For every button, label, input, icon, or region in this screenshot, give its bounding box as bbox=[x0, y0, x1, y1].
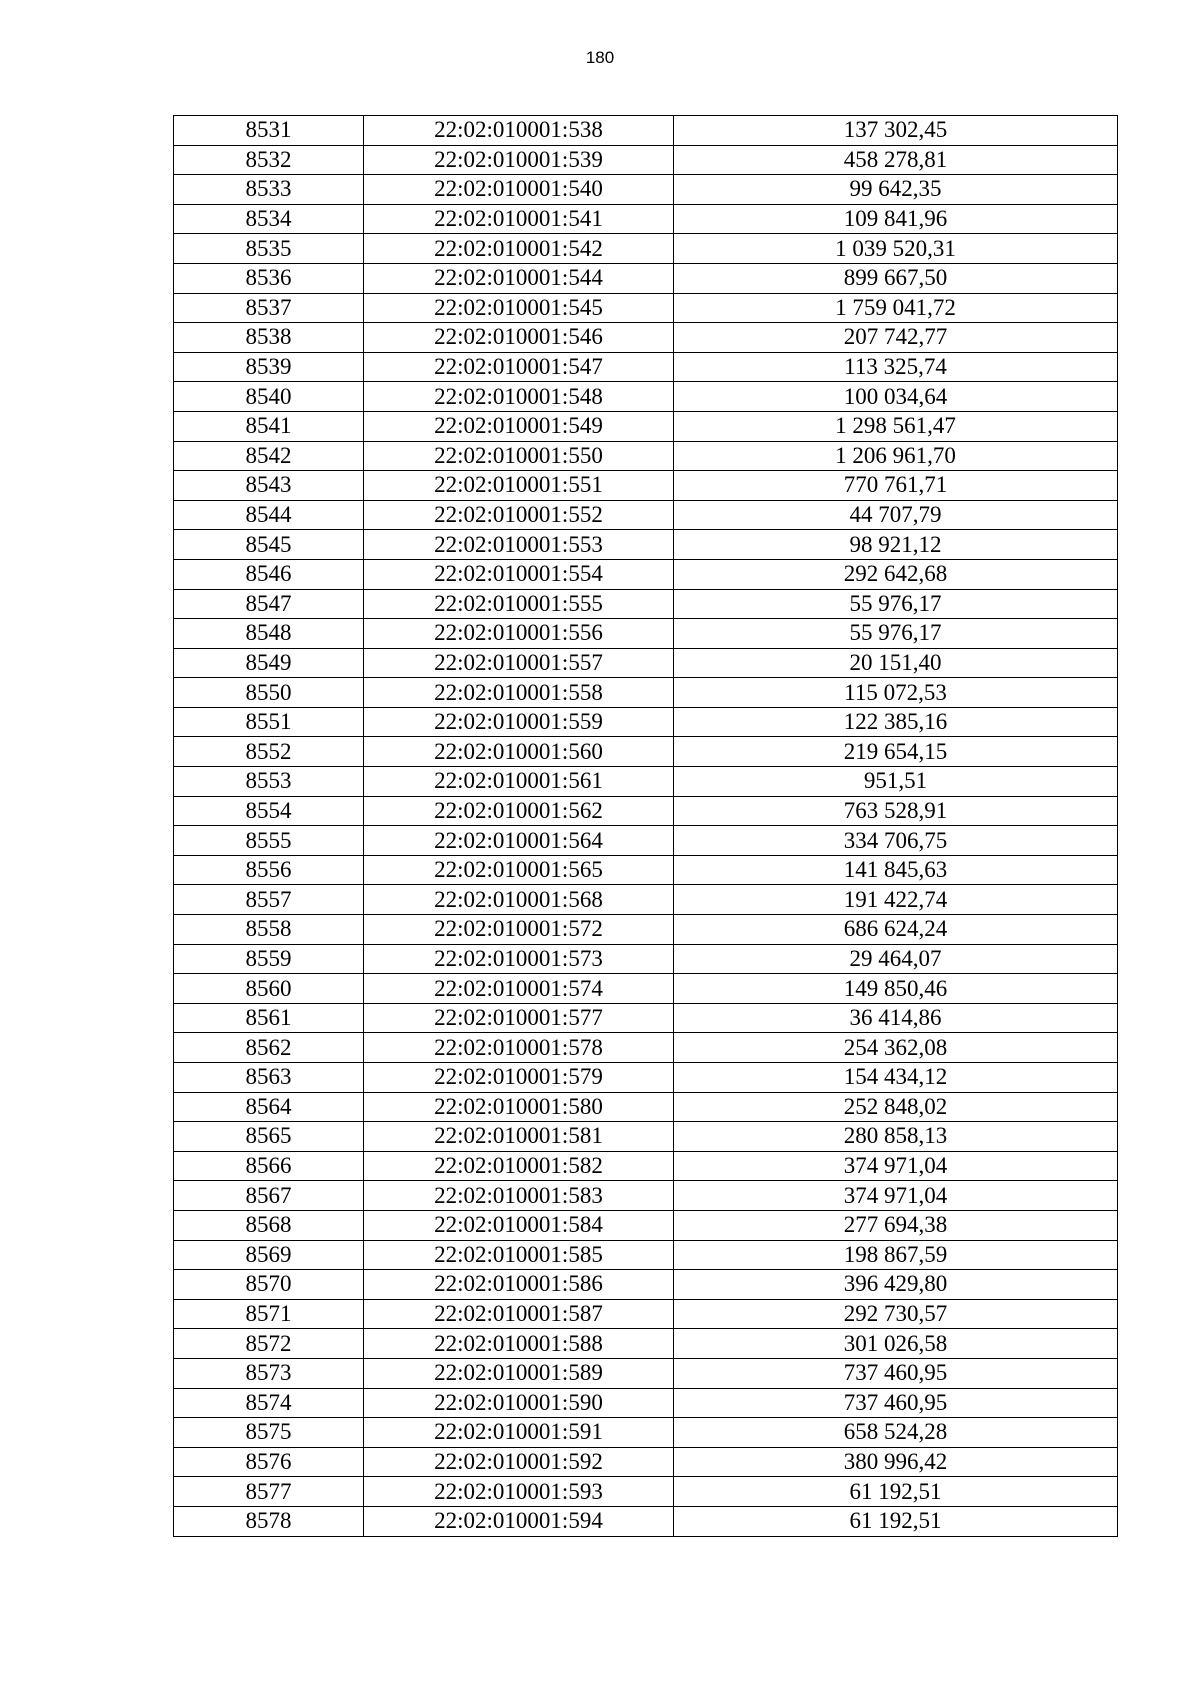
row-number-cell: 8538 bbox=[174, 323, 364, 353]
cadastral-number-cell: 22:02:010001:551 bbox=[364, 471, 674, 501]
row-number-cell: 8533 bbox=[174, 175, 364, 205]
amount-cell: 254 362,08 bbox=[674, 1033, 1118, 1063]
amount-cell: 396 429,80 bbox=[674, 1270, 1118, 1300]
amount-cell: 658 524,28 bbox=[674, 1418, 1118, 1448]
row-number-cell: 8546 bbox=[174, 559, 364, 589]
table-row bbox=[174, 145, 1118, 175]
amount-cell: 191 422,74 bbox=[674, 885, 1118, 915]
table-row bbox=[174, 1418, 1118, 1448]
amount-cell: 1 298 561,47 bbox=[674, 411, 1118, 441]
cadastral-number-cell: 22:02:010001:542 bbox=[364, 234, 674, 264]
amount-cell: 122 385,16 bbox=[674, 707, 1118, 737]
cadastral-number-cell: 22:02:010001:557 bbox=[364, 648, 674, 678]
cadastral-number-cell: 22:02:010001:546 bbox=[364, 323, 674, 353]
table-row bbox=[174, 944, 1118, 974]
amount-cell: 301 026,58 bbox=[674, 1329, 1118, 1359]
amount-cell: 374 971,04 bbox=[674, 1151, 1118, 1181]
row-number-cell: 8553 bbox=[174, 767, 364, 797]
cadastral-number-cell: 22:02:010001:565 bbox=[364, 855, 674, 885]
amount-cell: 292 730,57 bbox=[674, 1299, 1118, 1329]
amount-cell: 374 971,04 bbox=[674, 1181, 1118, 1211]
amount-cell: 737 460,95 bbox=[674, 1388, 1118, 1418]
table-row bbox=[174, 382, 1118, 412]
row-number-cell: 8563 bbox=[174, 1063, 364, 1093]
amount-cell: 29 464,07 bbox=[674, 944, 1118, 974]
row-number-cell: 8571 bbox=[174, 1299, 364, 1329]
table-row bbox=[174, 915, 1118, 945]
table-row bbox=[174, 1210, 1118, 1240]
row-number-cell: 8543 bbox=[174, 471, 364, 501]
table-row bbox=[174, 175, 1118, 205]
cadastral-number-cell: 22:02:010001:561 bbox=[364, 767, 674, 797]
amount-cell: 61 192,51 bbox=[674, 1506, 1118, 1536]
row-number-cell: 8551 bbox=[174, 707, 364, 737]
table-row bbox=[174, 1358, 1118, 1388]
table-row bbox=[174, 441, 1118, 471]
amount-cell: 1 206 961,70 bbox=[674, 441, 1118, 471]
amount-cell: 1 039 520,31 bbox=[674, 234, 1118, 264]
row-number-cell: 8569 bbox=[174, 1240, 364, 1270]
amount-cell: 380 996,42 bbox=[674, 1447, 1118, 1477]
cadastral-number-cell: 22:02:010001:580 bbox=[364, 1092, 674, 1122]
table-row bbox=[174, 1270, 1118, 1300]
table-row bbox=[174, 1299, 1118, 1329]
page-number: 180 bbox=[585, 48, 615, 67]
cadastral-number-cell: 22:02:010001:539 bbox=[364, 145, 674, 175]
table-row bbox=[174, 855, 1118, 885]
row-number-cell: 8565 bbox=[174, 1122, 364, 1152]
table-row bbox=[174, 1033, 1118, 1063]
table-row bbox=[174, 204, 1118, 234]
table-row bbox=[174, 1329, 1118, 1359]
registry-table bbox=[173, 115, 1118, 1537]
cadastral-number-cell: 22:02:010001:577 bbox=[364, 1003, 674, 1033]
amount-cell: 113 325,74 bbox=[674, 352, 1118, 382]
row-number-cell: 8537 bbox=[174, 293, 364, 323]
row-number-cell: 8536 bbox=[174, 263, 364, 293]
amount-cell: 899 667,50 bbox=[674, 263, 1118, 293]
table-row bbox=[174, 471, 1118, 501]
row-number-cell: 8566 bbox=[174, 1151, 364, 1181]
table-row bbox=[174, 678, 1118, 708]
cadastral-number-cell: 22:02:010001:578 bbox=[364, 1033, 674, 1063]
amount-cell: 55 976,17 bbox=[674, 619, 1118, 649]
cadastral-number-cell: 22:02:010001:558 bbox=[364, 678, 674, 708]
table-row bbox=[174, 1506, 1118, 1536]
cadastral-number-cell: 22:02:010001:556 bbox=[364, 619, 674, 649]
table-row bbox=[174, 323, 1118, 353]
table-row bbox=[174, 1477, 1118, 1507]
row-number-cell: 8573 bbox=[174, 1358, 364, 1388]
row-number-cell: 8549 bbox=[174, 648, 364, 678]
table-row bbox=[174, 826, 1118, 856]
row-number-cell: 8561 bbox=[174, 1003, 364, 1033]
row-number-cell: 8531 bbox=[174, 116, 364, 146]
amount-cell: 149 850,46 bbox=[674, 974, 1118, 1004]
table-row bbox=[174, 1151, 1118, 1181]
amount-cell: 20 151,40 bbox=[674, 648, 1118, 678]
table-row bbox=[174, 293, 1118, 323]
table-row bbox=[174, 1447, 1118, 1477]
row-number-cell: 8542 bbox=[174, 441, 364, 471]
amount-cell: 763 528,91 bbox=[674, 796, 1118, 826]
table-row bbox=[174, 1122, 1118, 1152]
table-row bbox=[174, 116, 1118, 146]
table-row bbox=[174, 619, 1118, 649]
amount-cell: 686 624,24 bbox=[674, 915, 1118, 945]
cadastral-number-cell: 22:02:010001:562 bbox=[364, 796, 674, 826]
cadastral-number-cell: 22:02:010001:592 bbox=[364, 1447, 674, 1477]
row-number-cell: 8574 bbox=[174, 1388, 364, 1418]
amount-cell: 198 867,59 bbox=[674, 1240, 1118, 1270]
amount-cell: 292 642,68 bbox=[674, 559, 1118, 589]
row-number-cell: 8532 bbox=[174, 145, 364, 175]
table-row bbox=[174, 796, 1118, 826]
row-number-cell: 8577 bbox=[174, 1477, 364, 1507]
row-number-cell: 8562 bbox=[174, 1033, 364, 1063]
table-row bbox=[174, 411, 1118, 441]
cadastral-number-cell: 22:02:010001:582 bbox=[364, 1151, 674, 1181]
amount-cell: 55 976,17 bbox=[674, 589, 1118, 619]
row-number-cell: 8559 bbox=[174, 944, 364, 974]
amount-cell: 100 034,64 bbox=[674, 382, 1118, 412]
amount-cell: 277 694,38 bbox=[674, 1210, 1118, 1240]
cadastral-number-cell: 22:02:010001:564 bbox=[364, 826, 674, 856]
row-number-cell: 8540 bbox=[174, 382, 364, 412]
amount-cell: 1 759 041,72 bbox=[674, 293, 1118, 323]
amount-cell: 98 921,12 bbox=[674, 530, 1118, 560]
row-number-cell: 8567 bbox=[174, 1181, 364, 1211]
cadastral-number-cell: 22:02:010001:579 bbox=[364, 1063, 674, 1093]
amount-cell: 458 278,81 bbox=[674, 145, 1118, 175]
amount-cell: 99 642,35 bbox=[674, 175, 1118, 205]
amount-cell: 207 742,77 bbox=[674, 323, 1118, 353]
row-number-cell: 8568 bbox=[174, 1210, 364, 1240]
cadastral-number-cell: 22:02:010001:574 bbox=[364, 974, 674, 1004]
row-number-cell: 8572 bbox=[174, 1329, 364, 1359]
table-row bbox=[174, 1181, 1118, 1211]
amount-cell: 154 434,12 bbox=[674, 1063, 1118, 1093]
row-number-cell: 8570 bbox=[174, 1270, 364, 1300]
amount-cell: 280 858,13 bbox=[674, 1122, 1118, 1152]
cadastral-number-cell: 22:02:010001:594 bbox=[364, 1506, 674, 1536]
table-row bbox=[174, 589, 1118, 619]
table-row bbox=[174, 974, 1118, 1004]
row-number-cell: 8557 bbox=[174, 885, 364, 915]
row-number-cell: 8539 bbox=[174, 352, 364, 382]
amount-cell: 109 841,96 bbox=[674, 204, 1118, 234]
cadastral-number-cell: 22:02:010001:588 bbox=[364, 1329, 674, 1359]
table-row bbox=[174, 559, 1118, 589]
row-number-cell: 8555 bbox=[174, 826, 364, 856]
cadastral-number-cell: 22:02:010001:572 bbox=[364, 915, 674, 945]
cadastral-number-cell: 22:02:010001:538 bbox=[364, 116, 674, 146]
row-number-cell: 8560 bbox=[174, 974, 364, 1004]
row-number-cell: 8548 bbox=[174, 619, 364, 649]
row-number-cell: 8578 bbox=[174, 1506, 364, 1536]
amount-cell: 951,51 bbox=[674, 767, 1118, 797]
row-number-cell: 8535 bbox=[174, 234, 364, 264]
amount-cell: 36 414,86 bbox=[674, 1003, 1118, 1033]
table-row bbox=[174, 707, 1118, 737]
row-number-cell: 8556 bbox=[174, 855, 364, 885]
amount-cell: 137 302,45 bbox=[674, 116, 1118, 146]
row-number-cell: 8545 bbox=[174, 530, 364, 560]
cadastral-number-cell: 22:02:010001:573 bbox=[364, 944, 674, 974]
row-number-cell: 8544 bbox=[174, 500, 364, 530]
amount-cell: 115 072,53 bbox=[674, 678, 1118, 708]
table-row bbox=[174, 1063, 1118, 1093]
cadastral-number-cell: 22:02:010001:589 bbox=[364, 1358, 674, 1388]
row-number-cell: 8558 bbox=[174, 915, 364, 945]
row-number-cell: 8534 bbox=[174, 204, 364, 234]
row-number-cell: 8541 bbox=[174, 411, 364, 441]
table-row bbox=[174, 263, 1118, 293]
table-row bbox=[174, 1003, 1118, 1033]
cadastral-number-cell: 22:02:010001:559 bbox=[364, 707, 674, 737]
table-row bbox=[174, 234, 1118, 264]
cadastral-number-cell: 22:02:010001:586 bbox=[364, 1270, 674, 1300]
row-number-cell: 8552 bbox=[174, 737, 364, 767]
cadastral-number-cell: 22:02:010001:552 bbox=[364, 500, 674, 530]
row-number-cell: 8575 bbox=[174, 1418, 364, 1448]
cadastral-number-cell: 22:02:010001:550 bbox=[364, 441, 674, 471]
cadastral-number-cell: 22:02:010001:585 bbox=[364, 1240, 674, 1270]
amount-cell: 219 654,15 bbox=[674, 737, 1118, 767]
cadastral-number-cell: 22:02:010001:548 bbox=[364, 382, 674, 412]
amount-cell: 252 848,02 bbox=[674, 1092, 1118, 1122]
table-row bbox=[174, 1388, 1118, 1418]
cadastral-number-cell: 22:02:010001:568 bbox=[364, 885, 674, 915]
cadastral-number-cell: 22:02:010001:581 bbox=[364, 1122, 674, 1152]
amount-cell: 737 460,95 bbox=[674, 1358, 1118, 1388]
table-row bbox=[174, 767, 1118, 797]
amount-cell: 44 707,79 bbox=[674, 500, 1118, 530]
amount-cell: 334 706,75 bbox=[674, 826, 1118, 856]
table-row bbox=[174, 500, 1118, 530]
table-row bbox=[174, 530, 1118, 560]
cadastral-number-cell: 22:02:010001:549 bbox=[364, 411, 674, 441]
cadastral-number-cell: 22:02:010001:587 bbox=[364, 1299, 674, 1329]
table-row bbox=[174, 1092, 1118, 1122]
cadastral-number-cell: 22:02:010001:583 bbox=[364, 1181, 674, 1211]
table-row bbox=[174, 1240, 1118, 1270]
cadastral-number-cell: 22:02:010001:590 bbox=[364, 1388, 674, 1418]
amount-cell: 770 761,71 bbox=[674, 471, 1118, 501]
table-row bbox=[174, 648, 1118, 678]
cadastral-number-cell: 22:02:010001:560 bbox=[364, 737, 674, 767]
amount-cell: 141 845,63 bbox=[674, 855, 1118, 885]
table-row bbox=[174, 885, 1118, 915]
cadastral-number-cell: 22:02:010001:547 bbox=[364, 352, 674, 382]
table-row bbox=[174, 352, 1118, 382]
cadastral-number-cell: 22:02:010001:593 bbox=[364, 1477, 674, 1507]
cadastral-number-cell: 22:02:010001:540 bbox=[364, 175, 674, 205]
row-number-cell: 8554 bbox=[174, 796, 364, 826]
cadastral-number-cell: 22:02:010001:554 bbox=[364, 559, 674, 589]
row-number-cell: 8550 bbox=[174, 678, 364, 708]
cadastral-number-cell: 22:02:010001:553 bbox=[364, 530, 674, 560]
amount-cell: 61 192,51 bbox=[674, 1477, 1118, 1507]
registry-table-body bbox=[174, 116, 1118, 1537]
cadastral-number-cell: 22:02:010001:584 bbox=[364, 1210, 674, 1240]
cadastral-number-cell: 22:02:010001:541 bbox=[364, 204, 674, 234]
cadastral-number-cell: 22:02:010001:544 bbox=[364, 263, 674, 293]
row-number-cell: 8564 bbox=[174, 1092, 364, 1122]
row-number-cell: 8576 bbox=[174, 1447, 364, 1477]
cadastral-number-cell: 22:02:010001:591 bbox=[364, 1418, 674, 1448]
cadastral-number-cell: 22:02:010001:555 bbox=[364, 589, 674, 619]
cadastral-number-cell: 22:02:010001:545 bbox=[364, 293, 674, 323]
table-row bbox=[174, 737, 1118, 767]
row-number-cell: 8547 bbox=[174, 589, 364, 619]
